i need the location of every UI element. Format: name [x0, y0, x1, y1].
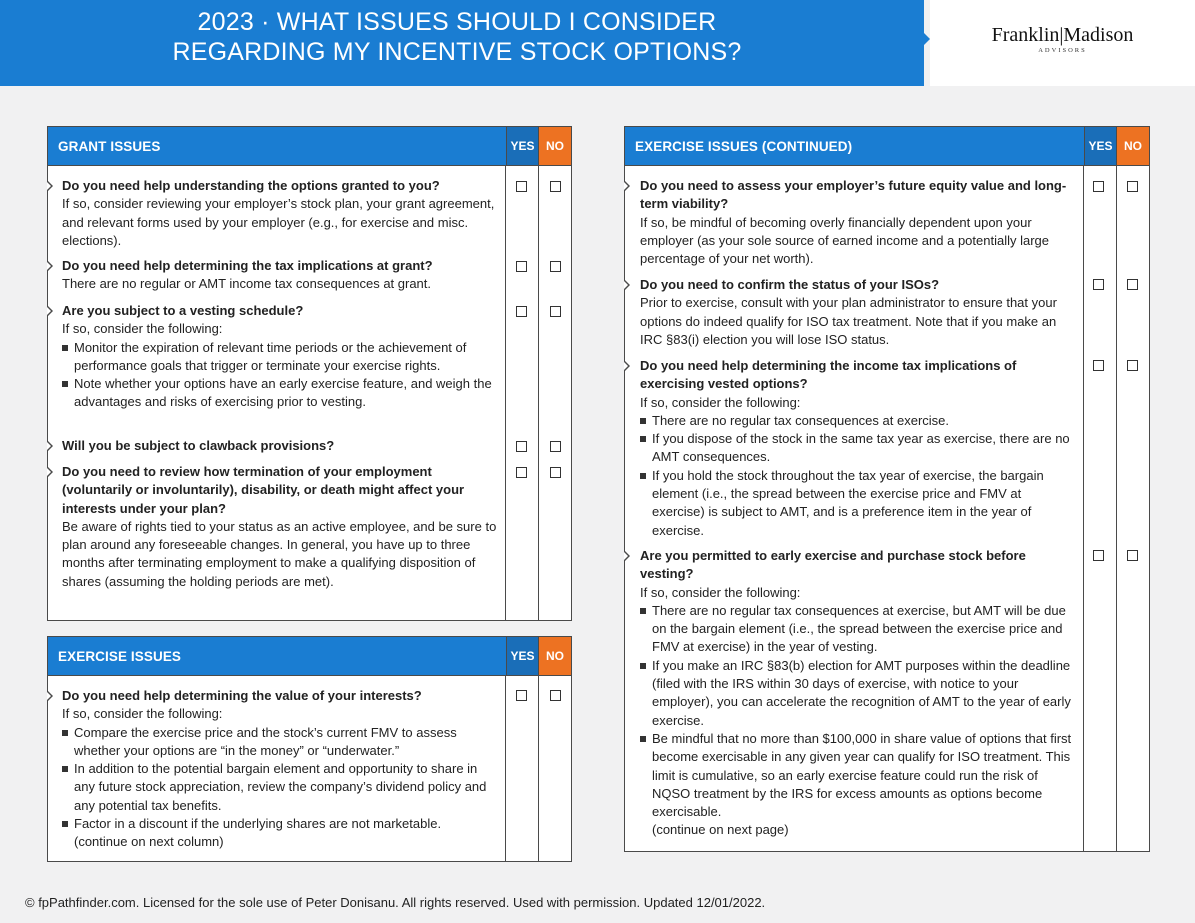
section-title: GRANT ISSUES	[58, 139, 161, 154]
question-body: There are no regular or AMT income tax consequences at grant.	[62, 276, 432, 292]
yes-column-header: YES	[506, 637, 538, 675]
bullet-item: Note whether your options have an early exercise feature, and weigh the advantages and risks of exercising prior to vesting.	[62, 375, 498, 412]
yes-checkbox[interactable]	[516, 261, 527, 272]
no-checkbox[interactable]	[550, 306, 561, 317]
question-text: Do you need to confirm the status of your ISOs?	[640, 277, 940, 292]
question-item	[62, 257, 498, 294]
bullet-item: There are no regular tax consequences at exercise, but AMT will be due on the bargain element (i.e., the spread between the exercise price and FMV at exercise) in the year of vesting.	[640, 602, 1076, 657]
bullet-item: If you dispose of the stock in the same tax year as exercise, there are no AMT consequences.	[640, 430, 1076, 467]
question-text: Do you need help understanding the options granted to you?	[62, 178, 440, 193]
no-checkbox[interactable]	[1127, 360, 1138, 371]
question-marker-icon	[624, 279, 630, 291]
no-checkbox[interactable]	[550, 181, 561, 192]
question-body: If so, consider the following:	[640, 394, 801, 410]
section-title: EXERCISE ISSUES	[58, 649, 182, 664]
divider	[1116, 165, 1117, 851]
no-column-header: NO	[538, 127, 571, 165]
divider	[48, 165, 571, 166]
question-text: Will you be subject to clawback provisions?	[62, 438, 335, 453]
page-title-line-1: 2023 · WHAT ISSUES SHOULD I CONSIDER	[197, 8, 717, 36]
yes-column-header: YES	[506, 127, 538, 165]
divider	[625, 165, 1149, 166]
question-text: Do you need to assess your employer’s future equity value and long-term viability?	[640, 178, 1067, 212]
yes-column-header: YES	[1084, 127, 1116, 165]
divider	[538, 675, 539, 861]
no-column-header: NO	[1116, 127, 1149, 165]
divider	[48, 675, 571, 676]
divider	[1083, 165, 1084, 851]
question-body: If so, consider the following:	[62, 706, 223, 722]
yes-checkbox[interactable]	[1093, 550, 1104, 561]
no-checkbox[interactable]	[1127, 550, 1138, 561]
question-item	[640, 547, 1076, 840]
section-title: EXERCISE ISSUES (CONTINUED)	[635, 139, 853, 154]
question-item	[62, 687, 498, 852]
exercise-continued-header	[625, 127, 1149, 165]
no-checkbox[interactable]	[550, 441, 561, 452]
question-marker-icon	[624, 180, 630, 192]
bullet-item: Be mindful that no more than $100,000 in share value of options that first become exercisable in any given year can qualify for ISO treatment. This limit is cumulative, so an early exercise feature could run the risk of NQSO treatment by the IRS for excess amounts as options become exercisable.	[640, 730, 1076, 821]
question-text: Do you need help determining the income tax implications of exercising vested options?	[640, 358, 1017, 392]
yes-checkbox[interactable]	[516, 306, 527, 317]
footer-copyright: © fpPathfinder.com. Licensed for the sole use of Peter Donisanu. All rights reserved. Used with permission. Updated 12/01/2022.	[25, 895, 766, 910]
grant-issues-header	[48, 127, 571, 165]
question-body: If so, consider the following:	[640, 584, 801, 600]
bullet-item: Factor in a discount if the underlying shares are not marketable.	[62, 815, 498, 833]
question-item	[62, 302, 498, 412]
logo-subtitle: ADVISORS	[1038, 47, 1087, 54]
question-item	[62, 437, 498, 455]
yes-checkbox[interactable]	[516, 441, 527, 452]
question-body: Be aware of rights tied to your status as an active employee, and be sure to plan around any foreseeable changes. In general, you have up to three months after terminating employment to make a qualifying disposition of shares (assuming the holding periods are met).	[62, 518, 497, 589]
continue-note: (continue on next page)	[652, 822, 789, 838]
question-marker-icon	[624, 360, 630, 372]
no-checkbox[interactable]	[550, 467, 561, 478]
question-marker-icon	[47, 305, 53, 317]
bullet-item: There are no regular tax consequences at exercise.	[640, 412, 1076, 430]
yes-checkbox[interactable]	[516, 690, 527, 701]
yes-checkbox[interactable]	[1093, 181, 1104, 192]
page-title-line-2: REGARDING MY INCENTIVE STOCK OPTIONS?	[172, 38, 742, 66]
divider	[505, 675, 506, 861]
question-body: If so, be mindful of becoming overly financially dependent upon your employer (as your sole source of earned income and a potentially large percentage of your net worth).	[640, 214, 1050, 267]
divider	[505, 165, 506, 620]
question-body: Prior to exercise, consult with your plan administrator to ensure that your options do indeed qualify for ISO tax treatment. Note that if you make an IRC §83(i) election you will lose ISO status.	[640, 295, 1057, 347]
bullet-item: Compare the exercise price and the stock’s current FMV to assess whether your options are “in the money” or “underwater.”	[62, 724, 498, 761]
yes-checkbox[interactable]	[1093, 360, 1104, 371]
bullet-item: If you make an IRC §83(b) election for AMT purposes within the deadline (filed with the IRS within 30 days of exercise, with notice to your employer), you can accelerate the recognition of AMT to the year of early exercise.	[640, 657, 1076, 730]
no-checkbox[interactable]	[1127, 279, 1138, 290]
page-header	[0, 0, 924, 86]
logo-name: Franklin|Madison	[991, 24, 1134, 46]
no-column-header: NO	[538, 637, 571, 675]
question-text: Do you need help determining the value of your interests?	[62, 688, 422, 703]
question-item	[640, 177, 1076, 268]
question-marker-icon	[47, 440, 53, 452]
question-item	[640, 276, 1076, 349]
question-marker-icon	[624, 550, 630, 562]
question-body: If so, consider the following:	[62, 321, 223, 337]
bullet-item: Monitor the expiration of relevant time periods or the achievement of performance goals that trigger or terminate your exercise rights.	[62, 339, 498, 376]
page-title	[0, 7, 914, 67]
yes-checkbox[interactable]	[1093, 279, 1104, 290]
bullet-item: In addition to the potential bargain element and opportunity to share in any future stock appreciation, review the company’s dividend policy and any potential tax benefits.	[62, 760, 498, 815]
bullet-item: If you hold the stock throughout the tax year of exercise, the bargain element (i.e., the spread between the exercise price and FMV at exercise) is subject to AMT, and is a preference item in the year of exercise.	[640, 467, 1076, 540]
question-marker-icon	[47, 690, 53, 702]
exercise-issues-header	[48, 637, 571, 675]
continue-note: (continue on next column)	[74, 834, 224, 850]
yes-checkbox[interactable]	[516, 467, 527, 478]
question-text: Do you need to review how termination of your employment (voluntarily or involuntarily), disability, or death might affect your interests under your plan?	[62, 464, 465, 516]
logo	[930, 0, 1195, 86]
question-text: Are you subject to a vesting schedule?	[62, 303, 304, 318]
question-marker-icon	[47, 180, 53, 192]
question-body: If so, consider reviewing your employer’s stock plan, your grant agreement, and relevant forms used by your employer (e.g., for exercise and misc. elections).	[62, 196, 495, 248]
divider	[538, 165, 539, 620]
question-marker-icon	[47, 466, 53, 478]
question-text: Do you need help determining the tax implications at grant?	[62, 258, 433, 273]
question-item	[62, 177, 498, 250]
no-checkbox[interactable]	[550, 261, 561, 272]
no-checkbox[interactable]	[550, 690, 561, 701]
question-text: Are you permitted to early exercise and purchase stock before vesting?	[640, 548, 1026, 582]
yes-checkbox[interactable]	[516, 181, 527, 192]
question-item	[640, 357, 1076, 540]
no-checkbox[interactable]	[1127, 181, 1138, 192]
question-item	[62, 463, 498, 591]
question-marker-icon	[47, 260, 53, 272]
